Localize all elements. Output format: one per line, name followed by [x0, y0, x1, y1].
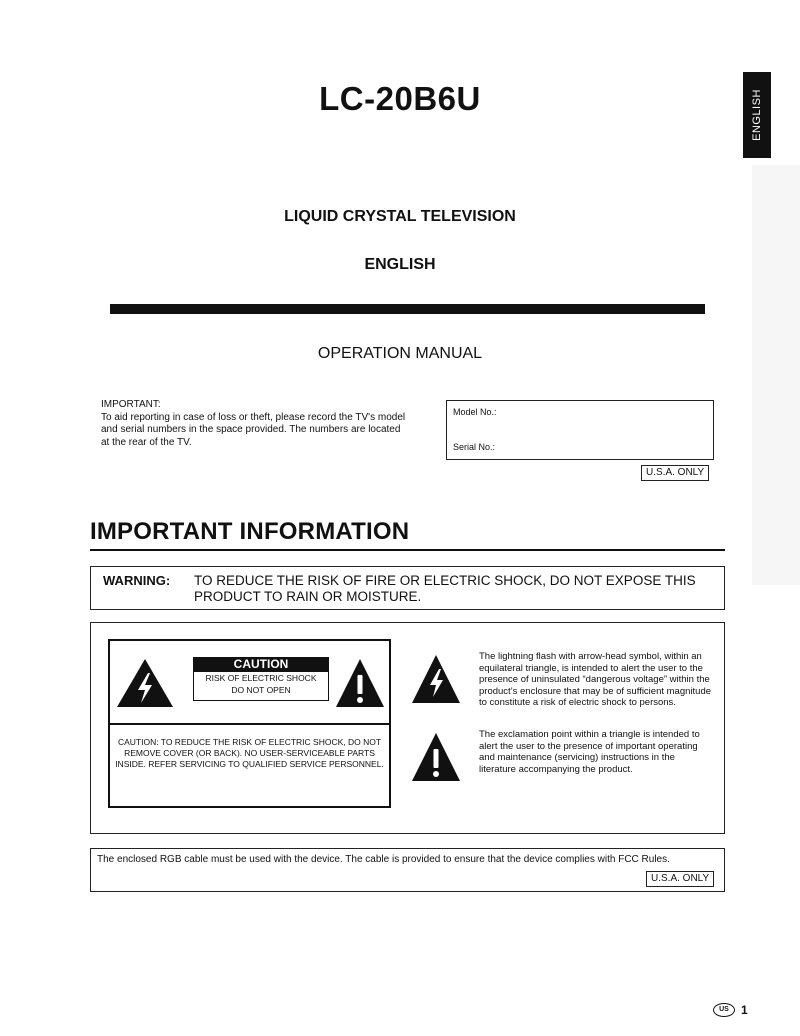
- record-note-heading: IMPORTANT:: [101, 399, 161, 410]
- side-stripe: [752, 165, 800, 585]
- risk-label-box: [193, 671, 329, 701]
- lightning-triangle-icon: [115, 657, 175, 709]
- serial-no-label: Serial No.:: [453, 442, 496, 452]
- caution-text: CAUTION: TO REDUCE THE RISK OF ELECTRIC SHOCK, DO NOT REMOVE COVER (OR BACK). NO USER-SERVICEABLE PARTS INSIDE. REFER SERVICING TO QUALIFIED SERVICE PERSONNEL.: [115, 737, 384, 769]
- title-divider: [110, 304, 705, 314]
- rgb-notice-text: The enclosed RGB cable must be used with the device. The cable is provided to ensure that the device complies with FCC Rules.: [97, 854, 670, 865]
- safety-symbols-box: [90, 622, 725, 834]
- lightning-triangle-icon: [410, 653, 462, 705]
- model-number: LC-20B6U: [319, 80, 481, 117]
- exclamation-description: The exclamation point within a triangle is intended to alert the user to the presence of important operating and maintenance (servicing) instructions in the literature accompanying the product.: [479, 729, 700, 775]
- language-tab-label: ENGLISH: [751, 89, 764, 141]
- warning-label: WARNING:: [103, 573, 171, 588]
- page-number: 1: [741, 1003, 748, 1017]
- caution-badge: CAUTION: [193, 657, 329, 671]
- language-title: ENGLISH: [364, 256, 436, 273]
- exclamation-triangle-icon: [410, 731, 462, 783]
- rgb-cable-notice: [90, 848, 725, 892]
- section-rule: [90, 549, 725, 551]
- record-note: [101, 399, 406, 449]
- record-note-body: To aid reporting in case of loss or theft, please record the TV's model and serial numbers in the space provided. The numbers are located at the rear of the TV.: [101, 411, 406, 448]
- lightning-description: The lightning flash with arrow-head symbol, within an equilateral triangle, is intended to alert the user to the presence of uninsulated “dangerous voltage” within the product’s enclosure that may be of sufficient magnitude to constitute a risk of electric shock to persons.: [479, 651, 712, 708]
- model-no-label: Model No.:: [453, 407, 497, 417]
- caution-panel: [108, 639, 391, 808]
- usa-only-tag: U.S.A. ONLY: [641, 465, 709, 481]
- record-box: [446, 400, 714, 460]
- usa-only-tag: U.S.A. ONLY: [646, 871, 714, 887]
- region-badge: US: [713, 1003, 735, 1017]
- exclamation-triangle-icon: [334, 657, 386, 709]
- risk-line-1: RISK OF ELECTRIC SHOCK: [205, 673, 317, 683]
- product-title: LIQUID CRYSTAL TELEVISION: [284, 208, 516, 225]
- risk-line-2: DO NOT OPEN: [231, 685, 291, 695]
- manual-title: OPERATION MANUAL: [317, 345, 483, 362]
- warning-text: TO REDUCE THE RISK OF FIRE OR ELECTRIC SHOCK, DO NOT EXPOSE THIS PRODUCT TO RAIN OR MOISTURE.: [194, 573, 696, 604]
- caution-divider: [110, 723, 389, 725]
- section-heading: IMPORTANT INFORMATION: [90, 518, 410, 545]
- page-footer: [713, 1003, 748, 1017]
- warning-box: [90, 566, 725, 610]
